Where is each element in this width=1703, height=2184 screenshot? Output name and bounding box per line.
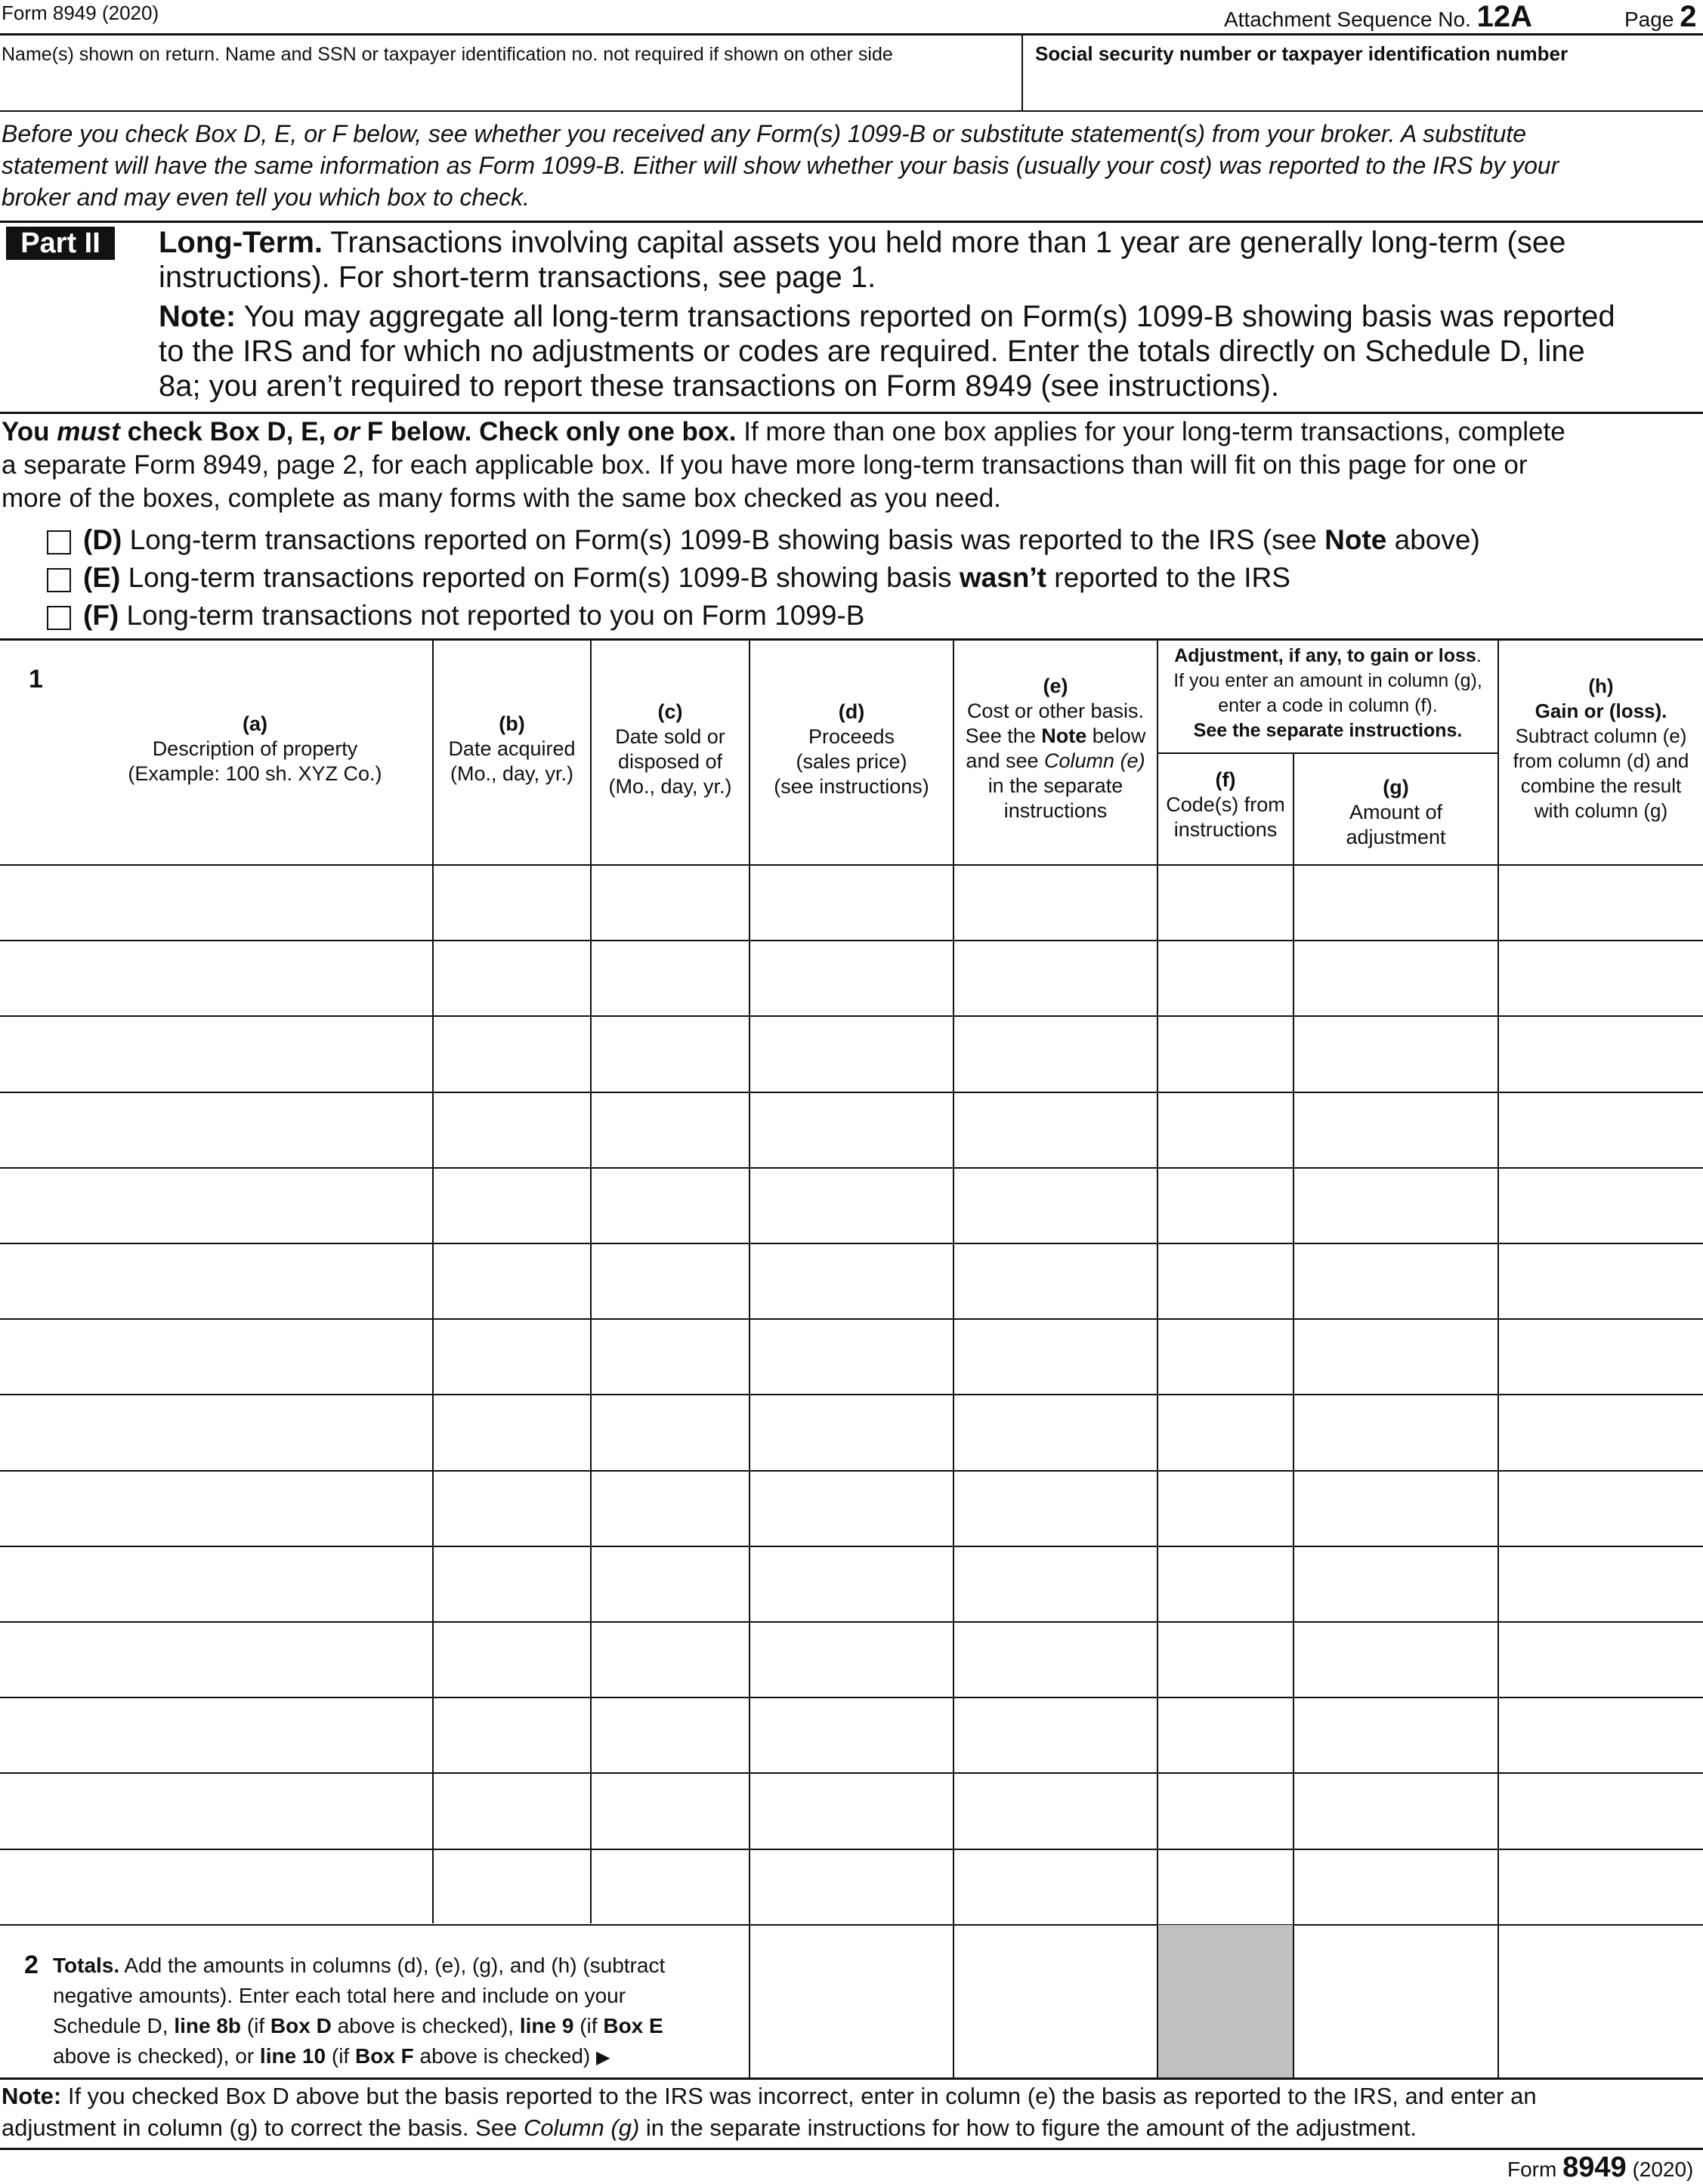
totals-line: Schedule D, line 8b (if Box D above is checked), line 9 (if Box E — [53, 2014, 663, 2037]
cell-col-b[interactable] — [434, 1169, 590, 1243]
attachment-number: 12A — [1476, 0, 1533, 33]
col-e-text: instructions — [1003, 799, 1108, 822]
cell-col-d[interactable] — [750, 1698, 953, 1772]
part-title: Long-Term. — [159, 226, 323, 259]
col-c-text: Date sold or — [615, 725, 725, 748]
cell-col-g[interactable] — [1294, 1623, 1497, 1697]
cell-col-a[interactable] — [0, 1850, 432, 1924]
cell-col-d[interactable] — [750, 1850, 953, 1924]
cell-col-d[interactable] — [750, 1244, 953, 1318]
cell-col-b[interactable] — [434, 1547, 590, 1621]
cell-col-a[interactable] — [0, 866, 432, 940]
page-number-label — [1624, 0, 1696, 34]
box-code: (F) — [83, 600, 119, 631]
footer-form-number: 8949 — [1562, 2152, 1627, 2183]
col-a-letter: (a) — [243, 712, 267, 735]
totals-e-field[interactable] — [954, 1925, 1157, 2077]
cell-col-e[interactable] — [954, 1169, 1157, 1243]
header-rule — [0, 33, 1703, 36]
cell-col-a[interactable] — [0, 1547, 432, 1621]
cell-col-b[interactable] — [434, 1774, 590, 1848]
cell-col-a[interactable] — [0, 1169, 432, 1243]
cell-col-c[interactable] — [592, 1472, 749, 1546]
col-h-title: Gain or (loss). — [1535, 700, 1667, 722]
adjust-text: enter a code in column (f). — [1218, 695, 1438, 716]
cell-col-b[interactable] — [434, 1395, 590, 1469]
cell-col-b[interactable] — [434, 1017, 590, 1091]
cell-col-h[interactable] — [1499, 1623, 1703, 1697]
cell-col-d[interactable] — [750, 941, 953, 1015]
name-ssn-divider — [1021, 35, 1023, 110]
form-footer — [1507, 2152, 1693, 2184]
intro-text — [2, 118, 1559, 213]
cell-col-c[interactable] — [592, 1623, 749, 1697]
col-d-header — [750, 700, 953, 799]
col-h-text: from column (d) and — [1513, 749, 1689, 772]
adjustment-header — [1158, 644, 1497, 743]
cell-col-e[interactable] — [954, 1017, 1157, 1091]
totals-line: Totals. Add the amounts in columns (d), (e), (g), and (h) (subtract — [53, 1954, 666, 1977]
cell-col-f[interactable] — [1158, 1320, 1293, 1394]
part-rule — [0, 221, 1703, 223]
attachment-label: Attachment Sequence No. — [1224, 8, 1471, 31]
cell-col-c[interactable] — [592, 941, 749, 1015]
col-h-letter: (h) — [1588, 675, 1614, 697]
col-a-header — [76, 712, 434, 786]
cell-col-d[interactable] — [750, 1169, 953, 1243]
footer-note — [2, 2081, 1537, 2144]
box-e-label — [83, 562, 1290, 594]
col-f-text: instructions — [1173, 818, 1278, 841]
check-or: or — [332, 417, 360, 446]
cell-col-f[interactable] — [1158, 1850, 1293, 1924]
cell-col-a[interactable] — [0, 1472, 432, 1546]
totals-d-field[interactable] — [750, 1925, 953, 2077]
col-c-letter: (c) — [657, 700, 683, 723]
cell-col-d[interactable] — [750, 1623, 953, 1697]
intro-line: Before you check Box D, E, or F below, see whether you received any Form(s) 1099-B or substitute statement(s) from your broker. A substitute — [2, 120, 1527, 147]
col-c-text: (Mo., day, yr.) — [608, 775, 732, 798]
page-label: Page — [1624, 8, 1674, 31]
totals-bottom-rule — [0, 2077, 1703, 2080]
cell-col-f[interactable] — [1158, 1623, 1293, 1697]
col-g-text: Amount of — [1349, 801, 1443, 823]
cell-col-g[interactable] — [1294, 1472, 1497, 1546]
name-field-label: Name(s) shown on return. Name and SSN or taxpayer identification no. not required if shown on other side — [2, 44, 893, 65]
col-h-text: with column (g) — [1534, 799, 1668, 822]
box-f-label — [83, 600, 864, 632]
cell-col-a[interactable] — [0, 1623, 432, 1697]
intro-line: statement will have the same information as Form 1099-B. Either will show whether your basis (usually your cost) was reported to the IRS by your — [2, 152, 1559, 179]
check-instr-rest: If more than one box applies for your long-term transactions, complete — [743, 417, 1565, 446]
cell-col-h[interactable] — [1499, 1017, 1703, 1091]
adjust-title: Adjustment, if any, to gain or loss. — [1174, 645, 1482, 666]
cell-col-e[interactable] — [954, 1623, 1157, 1697]
cell-col-c[interactable] — [592, 1320, 749, 1394]
col-d-text: (sales price) — [796, 750, 907, 773]
part-note: You may aggregate all long-term transactions reported on Form(s) 1099-B showing basis was reported — [243, 300, 1615, 333]
check-boxes: check Box D, E, — [127, 417, 326, 446]
line-2-number: 2 — [24, 1951, 39, 1979]
box-text: Long-term transactions reported on Form(s) 1099-B showing basis — [128, 562, 952, 593]
part-note-line — [159, 299, 1615, 334]
cell-col-b[interactable] — [434, 1472, 590, 1546]
col-h-text: combine the result — [1520, 774, 1682, 797]
part-note-line: 8a; you aren’t required to report these transactions on Form 8949 (see instructions). — [159, 369, 1279, 403]
col-e-letter: (e) — [1043, 675, 1068, 697]
line-1-number: 1 — [29, 665, 43, 694]
cell-col-d[interactable] — [750, 1774, 953, 1848]
cell-col-g[interactable] — [1294, 1244, 1497, 1318]
adjust-text: If you enter an amount in column (g), — [1173, 670, 1482, 691]
cell-col-b[interactable] — [434, 941, 590, 1015]
cell-col-b[interactable] — [434, 1320, 590, 1394]
cell-col-a[interactable] — [0, 1320, 432, 1394]
col-d-text: Proceeds — [808, 725, 895, 748]
cell-col-g[interactable] — [1294, 1547, 1497, 1621]
cell-col-e[interactable] — [954, 1698, 1157, 1772]
cell-col-h[interactable] — [1499, 1093, 1703, 1167]
cell-col-e[interactable] — [954, 1774, 1157, 1848]
check-instr-line: a separate Form 8949, page 2, for each applicable box. If you have more long-term transactions than will fit on this page for one or — [2, 450, 1528, 480]
cell-col-d[interactable] — [750, 1093, 953, 1167]
adjust-see: See the separate instructions. — [1193, 720, 1463, 741]
ssn-field-label: Social security number or taxpayer identification number — [1035, 42, 1569, 65]
attachment-sequence — [1224, 0, 1532, 34]
footer-form-label: Form — [1507, 2158, 1557, 2181]
check-only-one: F below. Check only one box. — [366, 417, 737, 446]
cell-col-g[interactable] — [1294, 1698, 1497, 1772]
cell-col-c[interactable] — [592, 1169, 749, 1243]
must-rule — [0, 412, 1703, 414]
col-h-text: Subtract column (e) — [1515, 724, 1687, 747]
cell-col-b[interactable] — [434, 1244, 590, 1318]
footer-note-line: Note: If you checked Box D above but the basis reported to the IRS was incorrect, enter in column (e) the basis as reported to the IRS, and enter an — [2, 2083, 1537, 2109]
cell-col-g[interactable] — [1294, 866, 1497, 940]
box-f-checkbox[interactable] — [47, 606, 71, 630]
col-f-text: Code(s) from — [1166, 793, 1285, 816]
cell-col-c[interactable] — [592, 1017, 749, 1091]
cell-col-d[interactable] — [750, 866, 953, 940]
col-e-text: in the separate — [987, 774, 1123, 797]
ssn-field[interactable] — [1028, 68, 1700, 107]
cell-col-a[interactable] — [0, 1395, 432, 1469]
cell-col-g[interactable] — [1294, 1017, 1497, 1091]
cell-col-g[interactable] — [1294, 1320, 1497, 1394]
box-d-label — [83, 524, 1480, 556]
cell-col-b[interactable] — [434, 1623, 590, 1697]
col-g-letter: (g) — [1383, 776, 1409, 799]
col-b-text: (Mo., day, yr.) — [450, 762, 574, 785]
cell-col-f[interactable] — [1158, 1244, 1293, 1318]
col-f-letter: (f) — [1215, 768, 1236, 791]
cell-col-a[interactable] — [0, 1093, 432, 1167]
col-e-text: Cost or other basis. — [966, 700, 1145, 722]
col-d-text: (see instructions) — [774, 775, 929, 798]
col-b-text: Date acquired — [448, 737, 576, 760]
box-text: Long-term transactions reported on Form(s) 1099-B showing basis was reported to the IRS (see — [129, 524, 1317, 555]
arrow-icon: ▶ — [596, 2047, 610, 2068]
cell-col-h[interactable] — [1499, 1547, 1703, 1621]
cell-col-d[interactable] — [750, 1320, 953, 1394]
cell-col-c[interactable] — [592, 1774, 749, 1848]
cell-col-h[interactable] — [1499, 1850, 1703, 1924]
box-e-checkbox[interactable] — [47, 568, 71, 592]
totals-g-field[interactable] — [1294, 1925, 1497, 2077]
cell-col-e[interactable] — [954, 941, 1157, 1015]
cell-col-a[interactable] — [0, 1774, 432, 1848]
cell-col-f[interactable] — [1158, 1698, 1293, 1772]
check-instr-line: more of the boxes, complete as many forms with the same box checked as you need. — [2, 483, 1001, 513]
cell-col-h[interactable] — [1499, 866, 1703, 940]
table-top-rule — [0, 638, 1703, 641]
col-c-text: disposed of — [617, 750, 723, 773]
box-text-post: reported to the IRS — [1054, 562, 1290, 593]
cell-col-g[interactable] — [1294, 1395, 1497, 1469]
page-number: 2 — [1680, 0, 1697, 33]
cell-col-c[interactable] — [592, 1547, 749, 1621]
cell-col-f[interactable] — [1158, 1017, 1293, 1091]
cell-col-e[interactable] — [954, 1093, 1157, 1167]
col-e-header — [954, 674, 1157, 823]
cell-col-f[interactable] — [1158, 1395, 1293, 1469]
part-title-line — [159, 225, 1615, 260]
cell-col-f[interactable] — [1158, 941, 1293, 1015]
cell-col-f[interactable] — [1158, 1472, 1293, 1546]
cell-col-e[interactable] — [954, 1395, 1157, 1469]
cell-col-e[interactable] — [954, 866, 1157, 940]
name-field[interactable] — [0, 68, 1020, 107]
cell-col-b[interactable] — [434, 1093, 590, 1167]
cell-col-b[interactable] — [434, 1698, 590, 1772]
cell-col-a[interactable] — [0, 1017, 432, 1091]
cell-col-h[interactable] — [1499, 1472, 1703, 1546]
cell-col-h[interactable] — [1499, 1244, 1703, 1318]
cell-col-c[interactable] — [592, 866, 749, 940]
check-instructions — [2, 415, 1565, 515]
cell-col-f[interactable] — [1158, 1093, 1293, 1167]
totals-line: negative amounts). Enter each total here and include on your — [53, 1984, 626, 2007]
cell-col-h[interactable] — [1499, 941, 1703, 1015]
box-d-checkbox[interactable] — [47, 530, 71, 554]
cell-col-b[interactable] — [434, 866, 590, 940]
name-rule — [0, 110, 1703, 112]
part-description — [159, 225, 1615, 403]
cell-col-h[interactable] — [1499, 1169, 1703, 1243]
col-g-text: adjustment — [1346, 826, 1446, 848]
totals-description — [53, 1951, 665, 2073]
totals-h-field[interactable] — [1499, 1925, 1703, 2077]
col-b-letter: (b) — [499, 712, 525, 735]
adjust-header-divider — [1157, 752, 1497, 754]
footer-form-year: (2020) — [1632, 2158, 1694, 2181]
col-b-header — [434, 712, 590, 786]
cell-col-c[interactable] — [592, 1698, 749, 1772]
cell-col-f[interactable] — [1158, 866, 1293, 940]
check-instr-line — [2, 415, 1565, 449]
col-a-text: Description of property — [152, 737, 358, 760]
cell-col-c[interactable] — [592, 1850, 749, 1924]
part-desc: Transactions involving capital assets you held more than 1 year are generally long-term (see — [330, 226, 1566, 259]
cell-col-g[interactable] — [1294, 1169, 1497, 1243]
box-text: Long-term transactions not reported to you on Form 1099-B — [126, 600, 865, 631]
check-must: must — [57, 417, 120, 446]
col-e-text: See the Note below — [965, 724, 1146, 747]
cell-col-e[interactable] — [954, 1850, 1157, 1924]
col-e-text: and see Column (e) — [966, 749, 1145, 772]
totals-gray-cell — [1158, 1925, 1293, 2077]
box-text-post: above) — [1394, 524, 1480, 555]
box-code: (E) — [83, 562, 121, 593]
cell-col-a[interactable] — [0, 941, 432, 1015]
cell-col-g[interactable] — [1294, 1850, 1497, 1924]
cell-col-h[interactable] — [1499, 1774, 1703, 1848]
part-note-line: to the IRS and for which no adjustments or codes are required. Enter the totals directly on Schedule D, line — [159, 335, 1585, 368]
cell-col-g[interactable] — [1294, 1093, 1497, 1167]
part-badge: Part II — [6, 227, 115, 260]
cell-col-e[interactable] — [954, 1320, 1157, 1394]
col-f-header — [1158, 768, 1293, 842]
cell-col-c[interactable] — [592, 1395, 749, 1469]
cell-col-c[interactable] — [592, 1244, 749, 1318]
cell-col-h[interactable] — [1499, 1698, 1703, 1772]
form-year-label: Form 8949 (2020) — [2, 2, 159, 24]
cell-col-h[interactable] — [1499, 1320, 1703, 1394]
cell-col-e[interactable] — [954, 1472, 1157, 1546]
col-d-letter: (d) — [838, 700, 865, 723]
box-code: (D) — [83, 524, 122, 555]
cell-col-d[interactable] — [750, 1395, 953, 1469]
cell-col-f[interactable] — [1158, 1169, 1293, 1243]
cell-col-h[interactable] — [1499, 1395, 1703, 1469]
cell-col-b[interactable] — [434, 1850, 590, 1924]
cell-col-e[interactable] — [954, 1244, 1157, 1318]
col-c-header — [592, 700, 749, 799]
cell-col-a[interactable] — [0, 1244, 432, 1318]
part-desc-line: instructions). For short-term transactions, see page 1. — [159, 261, 876, 294]
part-note-label: Note: — [159, 300, 236, 333]
col-a-text: (Example: 100 sh. XYZ Co.) — [128, 762, 382, 785]
intro-line: broker and may even tell you which box to check. — [2, 184, 530, 211]
col-g-header — [1294, 775, 1497, 850]
cell-col-g[interactable] — [1294, 1774, 1497, 1848]
cell-col-g[interactable] — [1294, 941, 1497, 1015]
col-h-header — [1499, 674, 1703, 823]
cell-col-e[interactable] — [954, 1547, 1157, 1621]
footer-note-line: adjustment in column (g) to correct the basis. See Column (g) in the separate instructions for how to figure the amount of the adjustment. — [2, 2114, 1417, 2141]
cell-col-a[interactable] — [0, 1698, 432, 1772]
box-bold: wasn’t — [959, 562, 1046, 593]
cell-col-c[interactable] — [592, 1093, 749, 1167]
cell-col-d[interactable] — [750, 1017, 953, 1091]
totals-line: above is checked), or line 10 (if Box F above is checked) ▶ — [53, 2044, 610, 2068]
box-bold: Note — [1324, 524, 1387, 555]
cell-col-d[interactable] — [750, 1547, 953, 1621]
cell-col-d[interactable] — [750, 1472, 953, 1546]
cell-col-f[interactable] — [1158, 1774, 1293, 1848]
cell-col-f[interactable] — [1158, 1547, 1293, 1621]
footer-rule — [0, 2148, 1703, 2150]
check-you: You — [2, 417, 50, 446]
